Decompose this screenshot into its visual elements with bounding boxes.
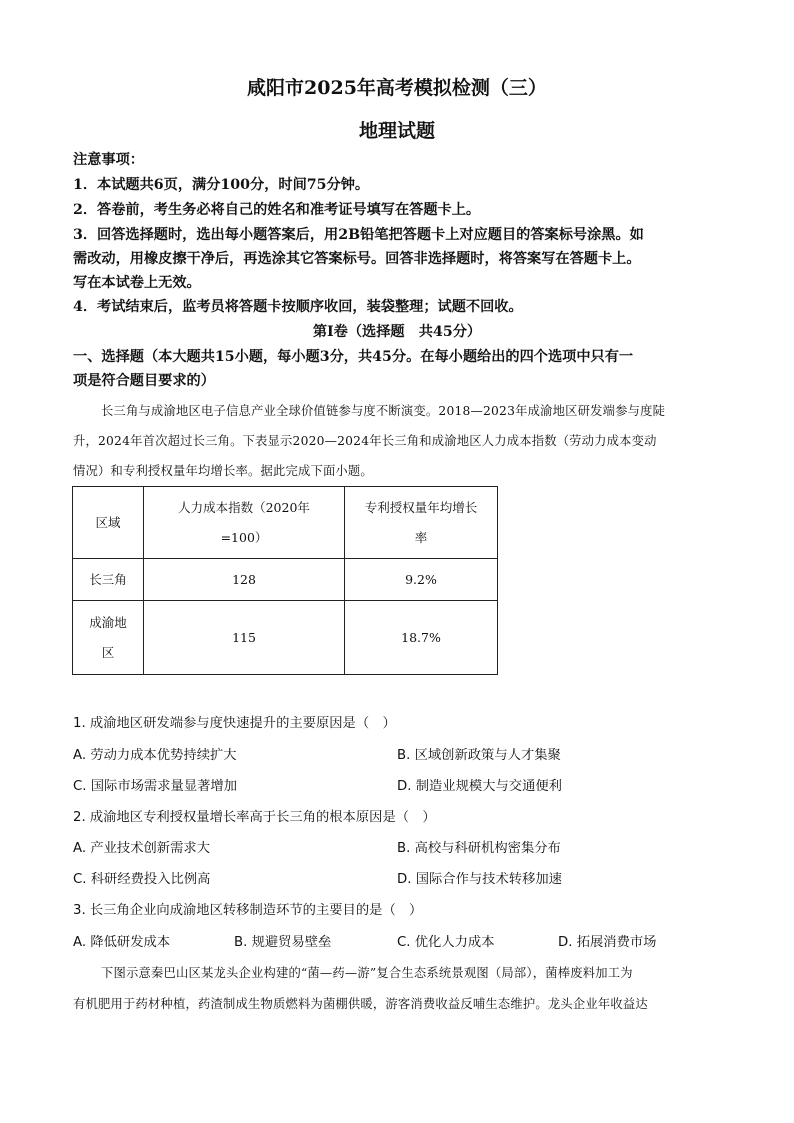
question-1-option-c[interactable]: C. 国际市场需求量显著增加 <box>73 779 238 794</box>
table-cell-cost-index: 128 <box>144 559 345 601</box>
table-cell-region <box>73 601 144 675</box>
table-cell-region-line-2: 区 <box>101 644 115 660</box>
passage1-line-3: 情况）和专利授权量年均增长率。据此完成下面小题。 <box>73 464 373 478</box>
question-3-stem: 3. 长三角企业向成渝地区转移制造环节的主要目的是（ ） <box>73 903 423 918</box>
table-row <box>73 601 498 675</box>
table-header-patent-growth <box>345 487 498 559</box>
notice-line-5: 写在本试卷上无效。 <box>73 275 201 291</box>
passage2-line-1: 下图示意秦巴山区某龙头企业构建的“菌—药—游”复合生态系统景观图（局部），菌棒废料加工为 <box>101 966 633 980</box>
notice-line-3: 3．回答选择题时，选出每小题答案后，用2B铅笔把答题卡上对应题目的答案标号涂黑。如 <box>73 227 644 243</box>
table-cell-cost-index: 115 <box>144 601 345 675</box>
notice-line-4: 需改动，用橡皮擦干净后，再选涂其它答案标号。回答非选择题时，将答案写在答题卡上。 <box>73 251 641 267</box>
passage1-line-1: 长三角与成渝地区电子信息产业全球价值链参与度不断演变。2018—2023年成渝地区研发端参与度陡 <box>101 404 666 418</box>
section-instruction-line-2: 项是符合题目要求的） <box>73 373 215 389</box>
question-1-stem: 1. 成渝地区研发端参与度快速提升的主要原因是（ ） <box>73 716 396 731</box>
table-cell-growth: 18.7% <box>345 601 498 675</box>
notice-line-6: 4．考试结束后，监考员将答题卡按顺序收回，装袋整理；试题不回收。 <box>73 299 523 315</box>
question-3-option-a[interactable]: A. 降低研发成本 <box>73 935 171 950</box>
table-cell-region-line-1: 成渝地 <box>89 614 127 630</box>
data-table <box>72 486 498 675</box>
exam-title: 咸阳市2025年高考模拟检测（三） <box>247 77 547 99</box>
question-1-option-d[interactable]: D. 制造业规模大与交通便利 <box>397 779 562 794</box>
table-header-cost-index-line-1: 人力成本指数（2020年 <box>178 499 310 515</box>
table-row <box>73 559 498 601</box>
section-instruction-line-1: 一、选择题（本大题共15小题，每小题3分，共45分。在每小题给出的四个选项中只有一 <box>73 349 634 365</box>
notice-line-2: 2．答卷前，考生务必将自己的姓名和准考证号填写在答题卡上。 <box>73 202 481 218</box>
table-header-region: 区域 <box>73 487 144 559</box>
table-header-patent-growth-line-2: 率 <box>414 529 428 545</box>
question-3-option-c[interactable]: C. 优化人力成本 <box>397 935 495 950</box>
question-2-option-c[interactable]: C. 科研经费投入比例高 <box>73 872 211 887</box>
question-2-option-d[interactable]: D. 国际合作与技术转移加速 <box>397 872 562 887</box>
question-1-option-b[interactable]: B. 区域创新政策与人才集聚 <box>397 748 561 763</box>
question-2-stem: 2. 成渝地区专利授权量增长率高于长三角的根本原因是（ ） <box>73 810 436 825</box>
exam-subject: 地理试题 <box>358 120 435 142</box>
question-2-option-b[interactable]: B. 高校与科研机构密集分布 <box>397 841 561 856</box>
notice-line-1: 1．本试题共6页，满分100分，时间75分钟。 <box>73 177 370 193</box>
passage1-line-2: 升，2024年首次超过长三角。下表显示2020—2024年长三角和成渝地区人力成本指数（劳动力成本变动 <box>73 434 657 448</box>
question-2-option-a[interactable]: A. 产业技术创新需求大 <box>73 841 210 856</box>
part1-title: 第Ⅰ卷（选择题 共45分） <box>312 324 482 340</box>
table-header-patent-growth-line-1: 专利授权量年均增长 <box>364 499 478 515</box>
passage2-line-2: 有机肥用于药材种植，药渣制成生物质燃料为菌棚供暖，游客消费收益反哺生态维护。龙头企业年收益达 <box>73 997 648 1011</box>
question-1-option-a[interactable]: A. 劳动力成本优势持续扩大 <box>73 748 237 763</box>
table-header-cost-index-line-2: =100） <box>220 529 268 545</box>
notice-heading: 注意事项： <box>73 152 144 168</box>
table-cell-growth: 9.2% <box>345 559 498 601</box>
table-cell-region: 长三角 <box>73 559 144 601</box>
question-3-option-b[interactable]: B. 规避贸易壁垒 <box>234 935 332 950</box>
table-header-cost-index <box>144 487 345 559</box>
question-3-option-d[interactable]: D. 拓展消费市场 <box>558 935 657 950</box>
table-header-row <box>73 487 498 559</box>
